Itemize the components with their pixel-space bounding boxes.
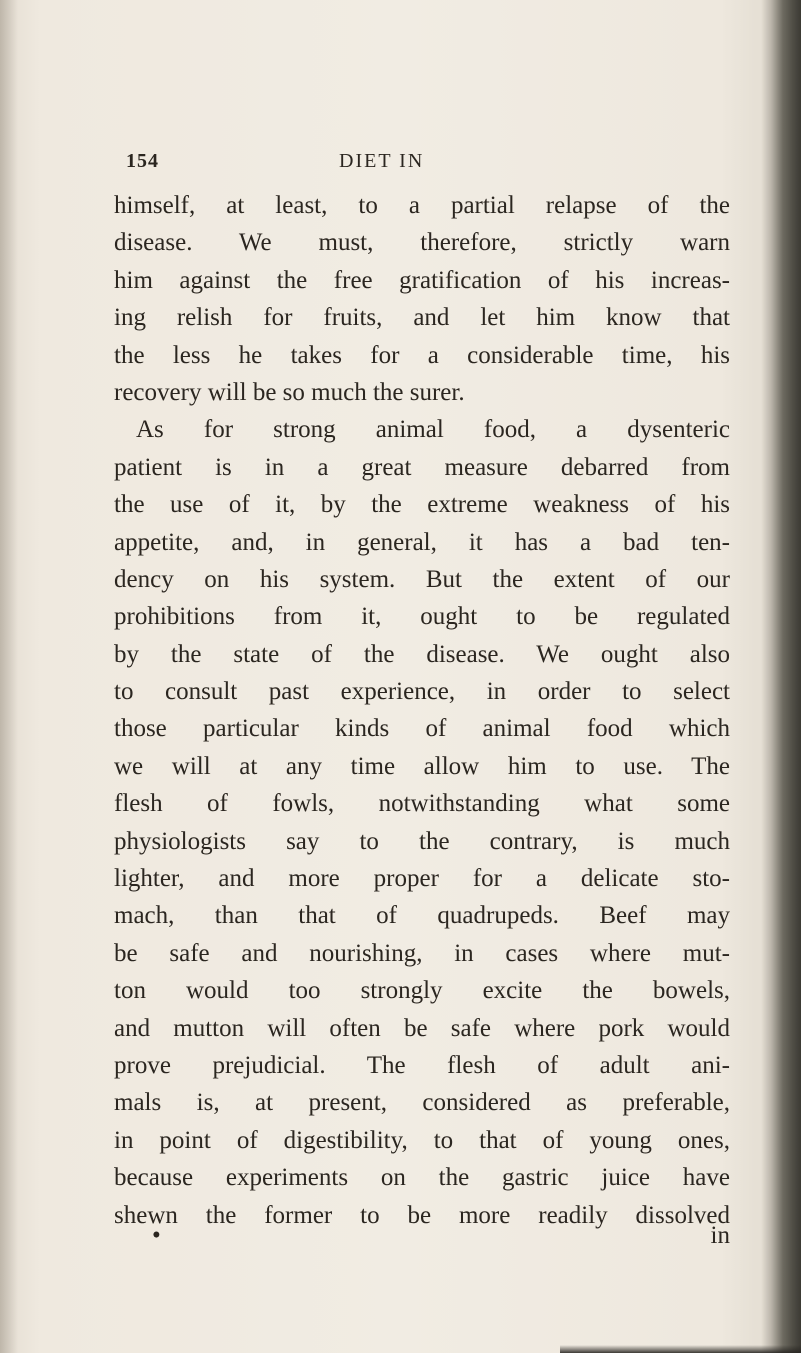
text-line: because experiments on the gastric juice have	[114, 1164, 730, 1192]
text-line: As for strong animal food, a dysenteric	[136, 416, 730, 444]
text-line: the less he takes for a considerable time, his	[114, 341, 730, 369]
text-line: himself, at least, to a partial relapse of the	[114, 192, 730, 219]
text-line: dency on his system. But the extent of our	[114, 565, 730, 593]
text-line: mals is, at present, considered as preferable,	[114, 1089, 730, 1117]
text-line: prohibitions from it, ought to be regulated	[114, 603, 730, 631]
text-line: lighter, and more proper for a delicate sto-	[114, 865, 730, 893]
page-number: 154	[126, 150, 159, 172]
text-line: we will at any time allow him to use. The	[114, 752, 730, 780]
text-line: those particular kinds of animal food which	[114, 715, 730, 743]
page-footer	[114, 1222, 730, 1252]
text-line: to consult past experience, in order to select	[114, 678, 730, 706]
signature-mark: •	[152, 1222, 161, 1249]
text-line: by the state of the disease. We ought also	[114, 640, 730, 668]
running-head	[126, 150, 626, 180]
text-line: the use of it, by the extreme weakness of his	[114, 491, 730, 519]
text-line: recovery will be so much the surer.	[114, 378, 465, 406]
text-line: ing relish for fruits, and let him know that	[114, 304, 730, 332]
text-line: ton would too strongly excite the bowels,	[114, 977, 730, 1005]
body-text	[114, 187, 730, 1234]
text-line: mach, than that of quadrupeds. Beef may	[114, 902, 730, 930]
running-title: DIET IN	[339, 150, 425, 172]
text-line: be safe and nourishing, in cases where mut-	[114, 939, 730, 967]
text-line: flesh of fowls, notwithstanding what some	[114, 790, 730, 818]
gutter-shadow	[0, 0, 18, 1353]
text-line: and mutton will often be safe where pork would	[114, 1014, 730, 1042]
page-edge-shadow	[761, 0, 801, 1353]
text-line: patient is in a great measure debarred from	[114, 453, 730, 481]
text-line: him against the free gratification of his increas-	[114, 266, 730, 294]
text-line: shewn the former to be more readily dissolved	[114, 1201, 730, 1229]
catchword: in	[710, 1222, 730, 1249]
bottom-edge-shadow	[560, 1345, 801, 1353]
text-line: physiologists say to the contrary, is much	[114, 827, 730, 855]
text-line: in point of digestibility, to that of young ones,	[114, 1126, 730, 1154]
text-line: appetite, and, in general, it has a bad ten-	[114, 528, 730, 556]
text-line: disease. We must, therefore, strictly warn	[114, 229, 730, 257]
text-line: prove prejudicial. The flesh of adult ani-	[114, 1051, 730, 1079]
